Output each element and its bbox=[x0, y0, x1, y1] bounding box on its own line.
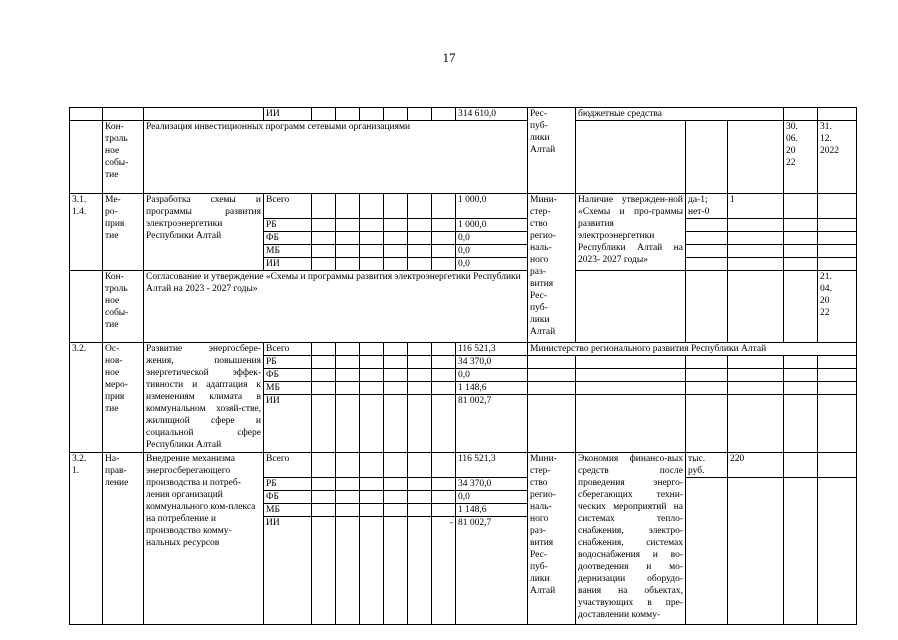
fin-value: 0,0 bbox=[456, 232, 528, 245]
indicator-cell: Наличие утвержден-ной «Схемы и про-граммы развития электроэнергетики Республики Алтай на 2023- 2027 годы» bbox=[576, 194, 686, 271]
event-name: Развитие энергосбере-жения, повышения энергетической эффек-тивности и адаптация к изменениям климата в коммунальном хозяй-стве, жилищной сфере и социальной сфере Республики Алтай bbox=[144, 343, 264, 453]
executor-cell: Министерство регионального развития Республики Алтай bbox=[528, 343, 857, 356]
fin-label: ИИ bbox=[264, 258, 312, 271]
fin-label: Всего bbox=[264, 194, 312, 219]
fin-value: 1 000,0 bbox=[456, 194, 528, 219]
table-row bbox=[70, 121, 857, 194]
fin-label: РБ bbox=[264, 356, 312, 369]
event-name: Разработка схемы и программы развития электроэнергетики Республики Алтай bbox=[144, 194, 264, 271]
fin-label: ИИ bbox=[264, 395, 312, 453]
fin-value: 34 370,0 bbox=[456, 356, 528, 369]
executor-cell: Рес- пуб- лики Алтай bbox=[528, 108, 576, 194]
fin-value: 0,0 bbox=[456, 258, 528, 271]
row-number: 3.2. bbox=[70, 343, 103, 453]
row-number: 3.2. 1. bbox=[70, 453, 103, 625]
fin-value: 314 610,0 bbox=[456, 108, 528, 121]
fin-label: Всего bbox=[264, 453, 312, 478]
event-type: Кон- троль ное собы- тие bbox=[103, 121, 144, 194]
fin-value: 0,0 bbox=[456, 245, 528, 258]
fin-value: 1 148,6 bbox=[456, 504, 528, 517]
table-row bbox=[70, 108, 857, 121]
table-row bbox=[70, 271, 857, 343]
fin-label: ФБ bbox=[264, 369, 312, 382]
unit-cell: тыс. руб. bbox=[686, 453, 728, 478]
fin-label: Всего bbox=[264, 343, 312, 356]
event-name: Внедрение механизма энергосберегающего производства и потреб-ления организаций коммунального ком-плекса на потребление и производство комму-нальных ресурсов bbox=[144, 453, 264, 625]
indicator-cell: бюджетные средства bbox=[576, 108, 784, 121]
fin-label: ИИ bbox=[264, 517, 312, 625]
event-type: Кон- троль ное собы- тие bbox=[103, 271, 144, 343]
fin-label: ИИ bbox=[264, 108, 312, 121]
date-end: 21. 04. 20 22 bbox=[818, 271, 857, 343]
fin-value: 1 148,6 bbox=[456, 382, 528, 395]
table-row bbox=[70, 343, 857, 356]
event-type: На- прав- ление bbox=[103, 453, 144, 625]
event-type: Ме- ро- прия тие bbox=[103, 194, 144, 271]
value-cell: 1 bbox=[728, 194, 784, 219]
fin-label: МБ bbox=[264, 245, 312, 258]
table-row bbox=[70, 194, 857, 219]
fin-value: 81 002,7 bbox=[456, 395, 528, 453]
fin-label: ФБ bbox=[264, 232, 312, 245]
fin-value: 116 521,3 bbox=[456, 343, 528, 356]
event-name: Реализация инвестиционных программ сетевыми организациями bbox=[144, 121, 528, 194]
event-type: Ос- нов- ное меро- прия тие bbox=[103, 343, 144, 453]
fin-value: 1 000,0 bbox=[456, 219, 528, 232]
fin-label: МБ bbox=[264, 504, 312, 517]
date-start: 30. 06. 20 22 bbox=[784, 121, 818, 194]
date-end: 31. 12. 2022 bbox=[818, 121, 857, 194]
page-number: 17 bbox=[442, 50, 456, 65]
executor-cell: Мини- стер- ство регио- наль- ного раз- вития Рес- пуб- лики Алтай bbox=[528, 453, 576, 625]
fin-value: 0,0 bbox=[456, 491, 528, 504]
executor-cell: Мини- стер- ство регио- наль- ного раз- вития Рес- пуб- лики Алтай bbox=[528, 194, 576, 343]
fin-label: МБ bbox=[264, 382, 312, 395]
fin-value: 34 370,0 bbox=[456, 478, 528, 491]
indicator-cell: Экономия финансо-вых средств после проведения энерго-сберегающих техни-ческих мероприятий на системах тепло-снабжения, электро-снабжения, системах водоснабжения и во-доотведения и мо-дернизации оборудо-вания на объектах, участвующих в пре-доставлении комму- bbox=[576, 453, 686, 625]
table-row bbox=[70, 453, 857, 478]
fin-value: 81 002,7 bbox=[456, 517, 528, 625]
unit-cell: да-1; нет-0 bbox=[686, 194, 728, 219]
fin-value: 116 521,3 bbox=[456, 453, 528, 478]
row-number: 3.1. 1.4. bbox=[70, 194, 103, 271]
fin-label: РБ bbox=[264, 219, 312, 232]
dash-cell: - bbox=[432, 517, 456, 625]
fin-label: РБ bbox=[264, 478, 312, 491]
event-name: Согласование и утверждение «Схемы и программы развития электроэнергетики Республики Алтай на 2023 - 2027 годы» bbox=[144, 271, 528, 343]
value-cell: 220 bbox=[728, 453, 784, 478]
program-table bbox=[69, 107, 857, 625]
fin-value: 0,0 bbox=[456, 369, 528, 382]
fin-label: ФБ bbox=[264, 491, 312, 504]
